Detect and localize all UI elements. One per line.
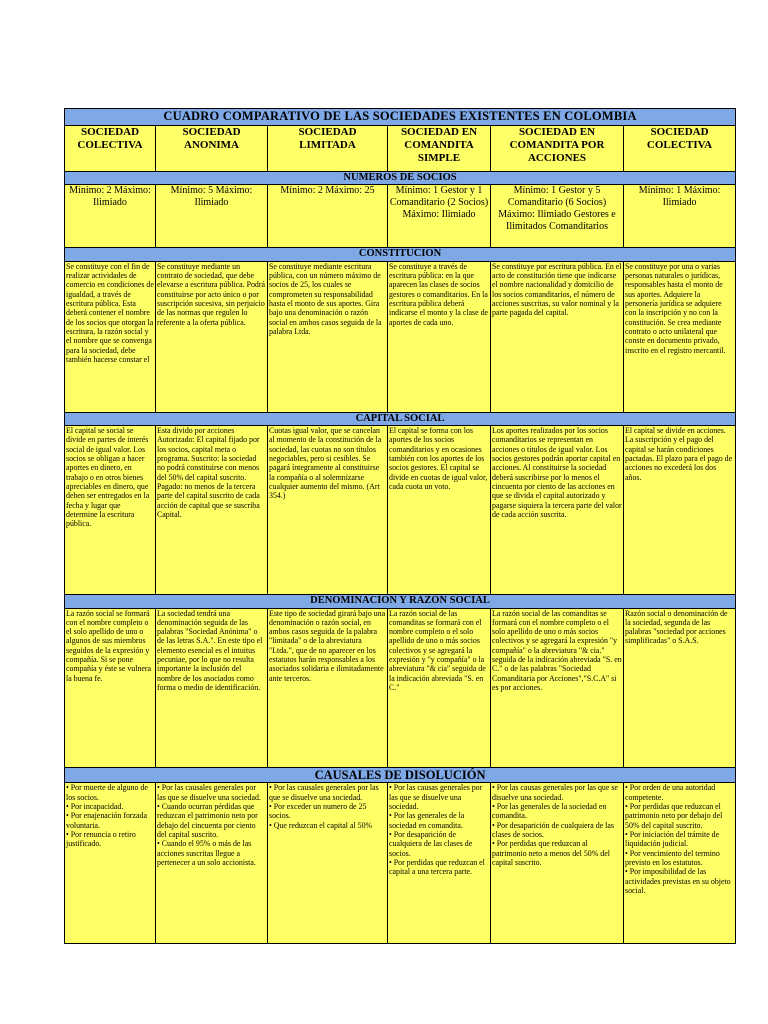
section-title: DENOMINACIÓN Y RAZON SOCIAL [65,595,736,608]
table-cell: • Por las causas generales por las que se disuelve una sociedad. • Por las generales de la sociedad en comandita. • Por desaparición de cualquiera de las clases de socios. • Por perdidas que reduzcan el capital a una tercera parte. [388,783,491,944]
table-row-constitucion [65,261,736,412]
table-row-denominacion [65,608,736,767]
table-cell: Los aportes realizados por los socios comanditarios se representan en acciones o títulos de igual valor. Los socios gestores podrán aportar capital en acciones. Al constituirse la sociedad deberá suscribirse por lo menos el cincuenta por ciento de las acciones en que se divida el capital autorizado y pagarse siquiera la tercera parte del valor de cada acción suscrita. [491,426,624,595]
section-header-constitucion [65,248,736,261]
table-cell: Mínimo: 1 Gestor y 1 Comanditario (2 Socios) Máximo: Ilimiado [388,185,491,248]
column-header-colectiva-2: SOCIEDAD COLECTIVA [624,126,736,172]
table-cell: • Por las causales generales por las que se disuelve una sociedad. • Cuando ocurran pérdidas que reduzcan el patrimonio neto por debajo del cincuenta por ciento del capital suscrito. • Cuando el 95% o más de las acciones suscritas llegue a pertenecer a un solo accionista. [156,783,268,944]
table-cell: La razón social de las comanditas se formará con el nombre completo o el solo apellido de uno o más socios colectivos y se agregará la expresión "y compañía" o la abreviatura "& cia." seguida de la indicación abreviada "S. en C." o de las palabras "Sociedad Comanditaria por Acciones","S.C.A" si es por acciones. [491,608,624,767]
comparison-table [64,108,736,944]
section-header-socios [65,172,736,185]
table-row-disolucion [65,783,736,944]
table-cell: Mínimo: 2 Máximo: 25 [268,185,388,248]
table-cell: El capital se forma con los aportes de los socios comanditarios y en ocasiones también con los aportes de los socios gestores. El capital se divide en cuotas de igual valor, cada cuota un voto. [388,426,491,595]
table-cell: Se constituye por escritura pública. En el acto de constitución tiene que indicarse el nombre nacionalidad y domicilio de los socios comanditarios, el número de acciones suscritas, su valor nominal y la parte pagada del capital. [491,261,624,412]
table-cell: La sociedad tendrá una denominación seguida de las palabras "Sociedad Anónima" o de las letras S.A.". En este tipo el elemento esencial es el intuitus pecuniae, por lo que no resulta importante la inclusión del nombre de los asociados como forma o medio de identificación. [156,608,268,767]
table-cell: Este tipo de sociedad girará bajo una denominación o razón social, en ambos casos seguida de la palabra "limitada" o de la abreviatura "Ltda.", que de no aparecer en los estatutos harán responsables a los asociados solidaria e ilimitadamente ante terceros. [268,608,388,767]
table-cell: Esta divido por acciones Autorizado: El capital fijado por los socios, capital meta o programa. Suscrito: la sociedad no podrá constituirse con menos del 50% del capital suscrito. Pagado: no menos de la tercera parte del capital suscrito de cada acción de capital que se suscriba Capital. [156,426,268,595]
title-row [65,109,736,126]
table-cell: • Por muerte de alguno de los socios. • Por incapacidad. • Por enajenación forzada voluntaria. • Por renuncia o retiro justificado. [65,783,156,944]
column-header-comandita-acciones: SOCIEDAD EN COMANDITA POR ACCIONES [491,126,624,172]
table-cell: Se constituye con el fin de realizar actividades de comercio en condiciones de igualdad, a través de escritura pública. Esta deberá contener el nombre de los socios que otorgan la escritura, la razón social y el nombre que se convenga para la sociedad, debe también hacerse constar el [65,261,156,412]
header-row [65,126,736,172]
table-title: CUADRO COMPARATIVO DE LAS SOCIEDADES EXISTENTES EN COLOMBIA [65,109,736,126]
table-cell: Mínimo: 2 Máximo: Ilimiado [65,185,156,248]
table-cell: Se constituye mediante escritura pública, con un número máximo de socios de 25, los cuales se comprometen su responsabilidad hasta el monto de sus aportes. Gira bajo una denominación o razón social en ambos casos seguida de la palabra Ltda. [268,261,388,412]
table-cell: • Por las causales generales por las que se disuelve una sociedad. • Por exceder un numero de 25 socios. • Que reduzcan el capital al 50% [268,783,388,944]
section-title: CAPITAL SOCIAL [65,412,736,425]
table-cell: Cuotas igual valor, que se cancelan al momento de la constitución de la sociedad, las cuotas no son títulos negociables, pero si cesibles. Se pagará íntegramente al constituirse la compañía o al solemnizarse cualquier aumento del mismo. (Art 354.) [268,426,388,595]
table-cell: Mínimo: 1 Máximo: Ilimiado [624,185,736,248]
table-row-capital [65,426,736,595]
table-cell: • Por las causas generales por las que se disuelve una sociedad. • Por las generales de la sociedad en comandita. • Por desaparición de cualquiera de las clases de socios. • Por perdidas que reduzcan al patrimonio neto a menos del 50% del capital suscrito. [491,783,624,944]
column-header-limitada: SOCIEDAD LIMITADA [268,126,388,172]
table-cell: Mínimo: 1 Gestor y 5 Comanditario (6 Socios) Máximo: Ilimiado Gestores e Ilimitados Comanditarios [491,185,624,248]
table-cell: • Por orden de una autoridad competente. • Por perdidas que reduzcan el patrimonio neto por debajo del 50% del capital suscrito. • Por iniciación del trámite de liquidación judicial. • Por vencimiento del termino previsto en los estatutos. • Por imposibilidad de las actividades previstas en su objeto social. [624,783,736,944]
table-cell: Se constituye mediante un contrato de sociedad, que debe elevarse a escritura pública. Podrá constituirse por acto único o por suscripción sucesiva, sin perjuicio de las normas que regulen lo referente a la oferta pública. [156,261,268,412]
table-cell: Mínimo: 5 Máximo: Ilimiado [156,185,268,248]
table-cell: La razón social de las comanditas se formará con el nombre completo o el solo apellido de uno o más socios colectivos y se agregará la expresión y "y compañía" o la abreviatura "& cia" seguida de la indicación abreviada "S. en C." [388,608,491,767]
column-header-anonima: SOCIEDAD ANONIMA [156,126,268,172]
section-title: NUMEROS DE SOCIOS [65,172,736,185]
table-cell: Razón social o denominación de la sociedad, segunda de las palabras "sociedad por acciones simplificadas" o S.A.S. [624,608,736,767]
table-row-socios [65,185,736,248]
table-cell: La razón social se formará con el nombre completo o el solo apellido de uno o algunos de sus miembros seguidos de la expresión y compañía. Si se pone compañía y éste se vulnera la buena fe. [65,608,156,767]
column-header-colectiva: SOCIEDAD COLECTIVA [65,126,156,172]
table-cell: El capital se social se divide en partes de interés social de igual valor. Los socios se obligan a hacer aportes en dinero, en trabajo o en otros bienes apreciables en dinero, que deben ser entregados en la fecha y lugar que determine la escritura pública. [65,426,156,595]
section-header-disolucion [65,767,736,783]
table-cell: Se constituye por una o varias personas naturales o jurídicas, responsables hasta el monto de sus aportes. Adquiere la personería jurídica se adquiere con la inscripción y no con la constitución. Se crea mediante contrato o acto unilateral que conste en documento privado, inscrito en el registro mercantil. [624,261,736,412]
section-header-denominacion [65,595,736,608]
section-header-capital [65,412,736,425]
table-cell: Se constituye a través de escritura pública: en la que aparecen las clases de socios gestores o comanditarios. En la escritura pública deberá indicarse el monto y la clase de aportes de cada uno. [388,261,491,412]
column-header-comandita-simple: SOCIEDAD EN COMANDITA SIMPLE [388,126,491,172]
section-title: CONSTITUCION [65,248,736,261]
table-cell: El capital se divide en acciones. La suscripción y el pago del capital se harán condiciones pactadas. El plazo para el pago de acciones no excederá los dos años. [624,426,736,595]
section-title: CAUSALES DE DISOLUCIÓN [65,767,736,783]
